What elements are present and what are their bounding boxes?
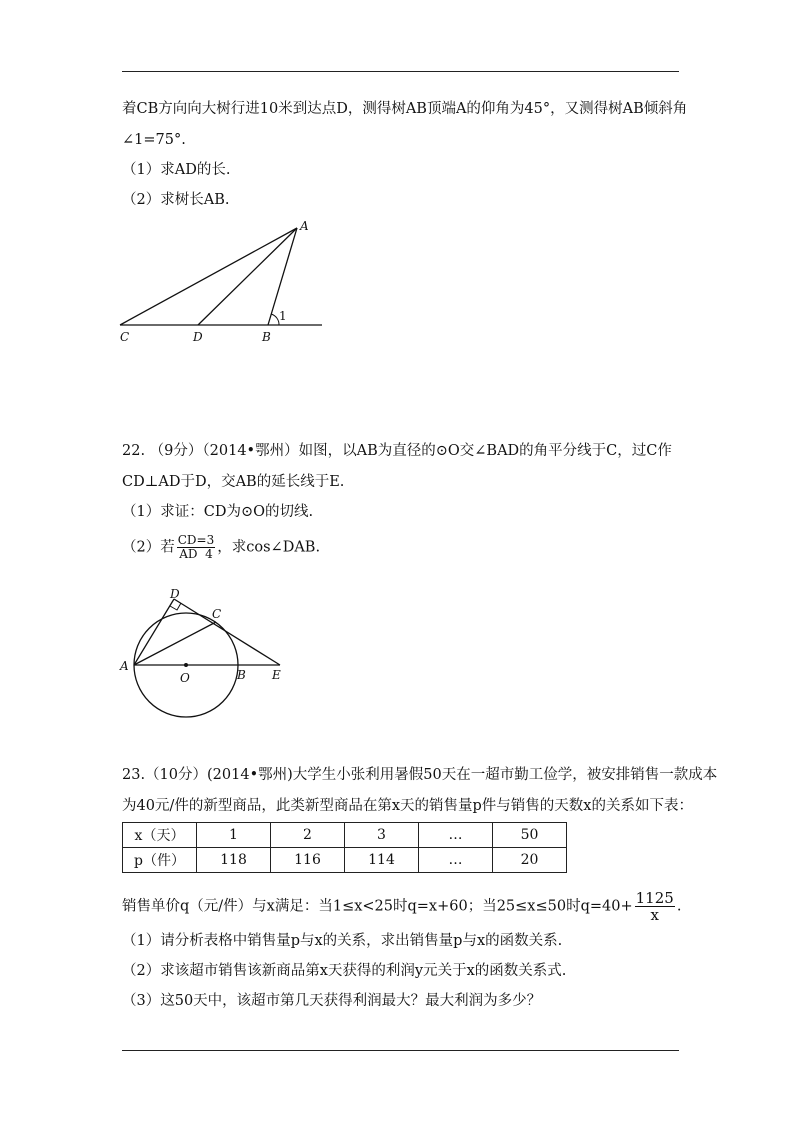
label-b2: B <box>237 668 246 682</box>
label-a2: A <box>120 659 129 673</box>
table-cell: 118 <box>197 848 271 873</box>
label-c: C <box>120 330 130 344</box>
label-e2: E <box>272 668 281 682</box>
p22-line1: 22. （9分）（2014•鄂州）如图，以AB为直径的⊙O交∠BAD的角平分线于C，过C作 <box>122 443 672 459</box>
table-cell: 3 <box>345 823 419 848</box>
price-den: x <box>650 906 659 924</box>
frac-eq: = <box>196 533 207 547</box>
tree-figure <box>110 215 340 350</box>
price-fraction <box>635 890 675 923</box>
table-cell: 50 <box>493 823 567 848</box>
price-num: 1125 <box>635 889 674 907</box>
label-c2: C <box>212 607 222 621</box>
p23-question1: （1）请分析表格中销售量p与x的关系，求出销售量p与x的函数关系. <box>122 933 563 949</box>
p22-line2: CD⊥AD于D，交AB的延长线于E. <box>122 474 345 490</box>
table-cell: 116 <box>271 848 345 873</box>
angle-1-arc <box>271 314 279 325</box>
p22-question2 <box>122 534 320 561</box>
p21-line2: ∠1=75°. <box>122 132 186 148</box>
center-dot <box>184 663 188 667</box>
table-cell: … <box>419 823 493 848</box>
p22-question1: （1）求证：CD为⊙O的切线. <box>122 504 314 520</box>
sales-table <box>122 822 567 873</box>
line-de <box>174 599 280 665</box>
table-cell: x（天） <box>123 823 197 848</box>
p23-question2: （2）求该超市销售该新商品第x天获得的利润y元关于x的函数关系式. <box>122 963 567 979</box>
price-suffix: . <box>676 898 682 915</box>
table-cell: 20 <box>493 848 567 873</box>
p23-question3: （3）这50天中，该超市第几天获得利润最大？最大利润为多少？ <box>122 993 542 1009</box>
q2-suffix: ，求cos∠DAB. <box>217 539 321 556</box>
frac-num-cd: CD <box>177 533 197 547</box>
price-prefix: 销售单价q（元/件）与x满足：当1≤x<25时q=x+60；当25≤x≤50时q=40+ <box>122 898 633 915</box>
table-cell: … <box>419 848 493 873</box>
label-a: A <box>300 219 309 233</box>
p23-line1: 23.（10分）(2014•鄂州)大学生小张利用暑假50天在一超市勤工俭学，被安排销售一款成本 <box>122 767 718 783</box>
segment-ac <box>120 228 297 325</box>
label-angle-1: 1 <box>279 309 287 323</box>
frac-num-3: 3 <box>206 533 215 547</box>
frac-den-ad: AD <box>179 547 198 561</box>
table-row <box>123 848 567 873</box>
label-d: D <box>193 330 203 344</box>
q2-prefix: （2）若 <box>122 539 175 556</box>
bottom-rule <box>122 1050 679 1051</box>
frac-den-4: 4 <box>205 547 213 561</box>
table-cell: 1 <box>197 823 271 848</box>
p21-question2: （2）求树长AB. <box>122 192 230 208</box>
table-row <box>123 823 567 848</box>
ratio-fraction <box>177 534 216 561</box>
label-b: B <box>262 330 271 344</box>
circle-figure <box>115 585 295 725</box>
price-line <box>122 890 681 923</box>
label-d2: D <box>170 587 180 601</box>
p21-question1: （1）求AD的长. <box>122 162 231 178</box>
label-o2: O <box>180 671 190 685</box>
p21-line1: 着CB方向向大树行进10米到达点D，测得树AB顶端A的仰角为45°，又测得树AB倾斜角 <box>122 101 688 117</box>
top-rule <box>122 71 679 72</box>
table-cell: 2 <box>271 823 345 848</box>
table-cell: p（件） <box>123 848 197 873</box>
p23-line2: 为40元/件的新型商品，此类新型商品在第x天的销售量p件与销售的天数x的关系如下表： <box>122 798 693 814</box>
table-cell: 114 <box>345 848 419 873</box>
